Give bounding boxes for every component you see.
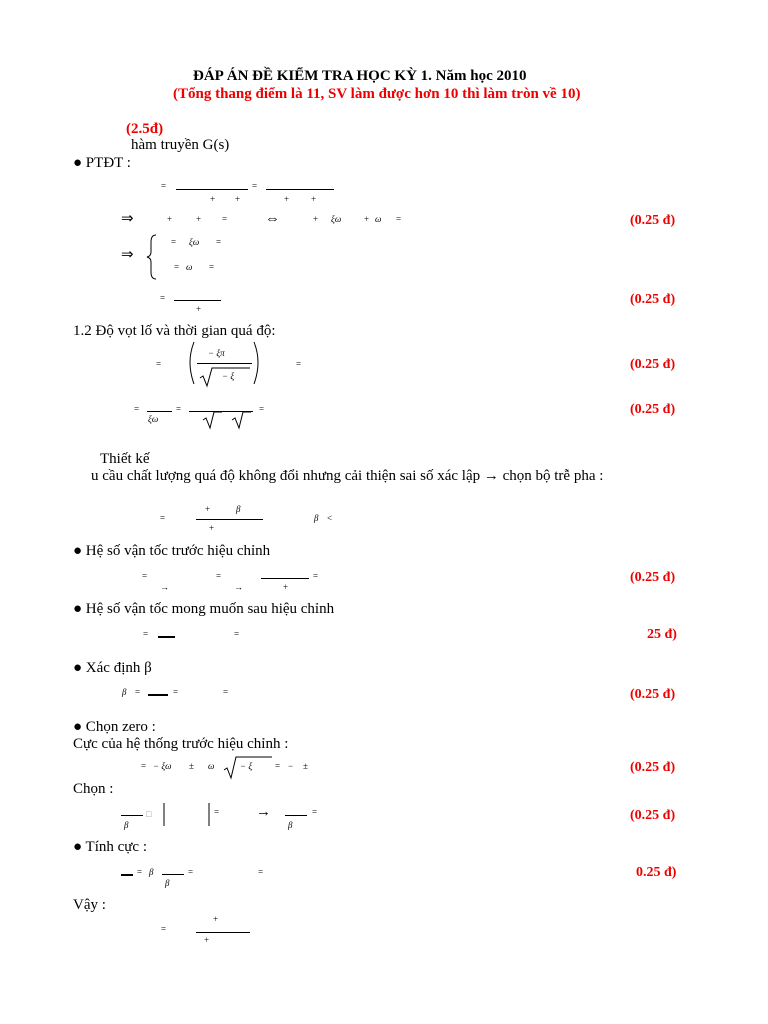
zero-heading: ● Chọn zero : — [73, 719, 156, 735]
design-heading: Thiết kế — [100, 451, 150, 467]
eq-sign: = — [216, 571, 222, 581]
right-paren — [254, 342, 258, 384]
omega-symbol: ω — [186, 262, 193, 272]
beta-symbol: β — [124, 820, 129, 830]
implies-symbol: ⇒ — [121, 247, 134, 263]
score: (0.25 đ) — [630, 402, 676, 417]
minus-xi-omega-symbol: − ξω — [153, 761, 172, 771]
omega-symbol: ω — [208, 761, 215, 771]
eq-sign: = — [141, 761, 147, 771]
arrow-icon: → — [483, 468, 499, 484]
beta-symbol: β — [149, 867, 154, 877]
eq-sign: = — [171, 237, 177, 247]
eq-sign: = — [312, 807, 318, 817]
kv-after-heading: ● Hệ số vận tốc mong muốn sau hiệu chỉnh — [73, 601, 335, 617]
beta-symbol: β — [236, 504, 241, 514]
plus-sign: + — [167, 214, 173, 224]
score: (0.25 đ) — [630, 808, 676, 823]
plus-sign: + — [205, 504, 211, 514]
radical-sign — [232, 412, 251, 428]
eq-sign: = — [223, 687, 229, 697]
eq-sign: = — [188, 867, 194, 877]
eq-sign: = — [216, 237, 222, 247]
system-brace — [147, 235, 156, 279]
xi-omega-symbol: ξω — [189, 237, 200, 247]
eq-sign: = — [156, 359, 162, 369]
calc-pole-heading: ● Tính cực : — [73, 839, 147, 855]
plus-minus-sign: ± — [189, 761, 194, 771]
thus-heading: Vậy : — [73, 897, 106, 913]
section-label: hàm truyền G(s) — [131, 137, 230, 153]
implies-symbol: ⇒ — [121, 211, 134, 227]
eq-sign: = — [222, 214, 228, 224]
beta-symbol: β — [165, 878, 170, 888]
beta-heading: ● Xác định β — [73, 660, 152, 676]
numerator-text: − ξπ — [208, 348, 225, 358]
eq-sign: = — [296, 359, 302, 369]
eq-sign: = — [143, 629, 149, 639]
eq-sign: = — [234, 629, 240, 639]
eq-sign: = — [176, 404, 182, 414]
eq-sign: = — [252, 181, 258, 191]
score: (0.25 đ) — [630, 760, 676, 775]
radical-sign — [200, 368, 250, 386]
minus-sign: − — [288, 761, 294, 771]
radical-sign — [224, 757, 272, 778]
section-heading: 1.2 Độ vọt lố và thời gian quá độ: — [73, 323, 276, 339]
eq-sign: = — [173, 687, 179, 697]
eq-sign: = — [160, 513, 166, 523]
eq-sign: = — [259, 404, 265, 414]
requirement-text: u cầu chất lượng quá độ không đổi nhưng cải thiện sai số xác lập — [91, 468, 481, 484]
plus-sign: + — [311, 194, 317, 204]
small-arrow-icon: → — [234, 582, 243, 592]
poles-heading: Cực của hệ thống trước hiệu chỉnh : — [73, 736, 289, 752]
plus-sign: + — [235, 194, 241, 204]
plus-sign: + — [313, 214, 319, 224]
beta-symbol: β — [288, 820, 293, 830]
xi-omega-symbol: ξω — [148, 414, 159, 424]
box-glyph: □ — [146, 809, 152, 819]
eq-sign: = — [134, 404, 140, 414]
beta-symbol: β — [314, 513, 319, 523]
beta-symbol: β — [122, 687, 127, 697]
ptdt-heading: ● PTĐT : — [73, 155, 131, 171]
score: (0.25 đ) — [630, 570, 676, 585]
choose-heading: Chọn : — [73, 781, 114, 797]
plus-sign: + — [364, 214, 370, 224]
score: (0.25 đ) — [630, 213, 676, 228]
choice-text: chọn bộ trễ pha : — [502, 468, 604, 484]
plus-minus-sign: ± — [303, 761, 308, 771]
xi-omega-symbol: ξω — [331, 214, 342, 224]
omega-symbol: ω — [375, 214, 382, 224]
small-arrow-icon: → — [160, 582, 169, 592]
eq-sign: = — [160, 293, 166, 303]
plus-sign: + — [284, 194, 290, 204]
section-score: (2.5đ) — [126, 121, 164, 137]
eq-sign: = — [258, 867, 264, 877]
plus-sign: + — [209, 523, 215, 533]
eq-sign: = — [142, 571, 148, 581]
eq-sign: = — [137, 867, 143, 877]
less-than-sign: < — [327, 513, 333, 523]
plus-sign: + — [213, 914, 219, 924]
score: (0.25 đ) — [630, 292, 676, 307]
score: 0.25 đ) — [636, 865, 677, 880]
score: (0.25 đ) — [630, 357, 676, 372]
page-subtitle: (Tổng thang điểm là 11, SV làm được hơn 10 thì làm tròn về 10) — [173, 86, 581, 102]
eq-sign: = — [161, 924, 167, 934]
eq-sign: = — [275, 761, 281, 771]
plus-sign: + — [283, 582, 289, 592]
radical-sign — [203, 412, 222, 428]
score: (0.25 đ) — [630, 687, 676, 702]
eq-sign: = — [135, 687, 141, 697]
score: 25 đ) — [647, 627, 677, 642]
eq-sign: = — [209, 262, 215, 272]
page-title: ĐÁP ÁN ĐỀ KIỂM TRA HỌC KỲ 1. Năm học 2010 — [193, 68, 527, 84]
eq-sign: = — [174, 262, 180, 272]
eq-sign: = — [161, 181, 167, 191]
arrow-icon: → — [256, 804, 271, 820]
minus-xi-symbol: − ξ — [240, 761, 253, 771]
iff-symbol: ⇔ — [265, 211, 280, 227]
plus-sign: + — [196, 214, 202, 224]
eq-sign: = — [396, 214, 402, 224]
plus-sign: + — [196, 304, 202, 314]
plus-sign: + — [210, 194, 216, 204]
left-paren — [190, 342, 194, 384]
denominator-text: − ξ — [222, 371, 235, 381]
eq-sign: = — [214, 807, 220, 817]
kv-before-heading: ● Hệ số vận tốc trước hiệu chỉnh — [73, 543, 271, 559]
eq-sign: = — [313, 571, 319, 581]
plus-sign: + — [204, 935, 210, 945]
